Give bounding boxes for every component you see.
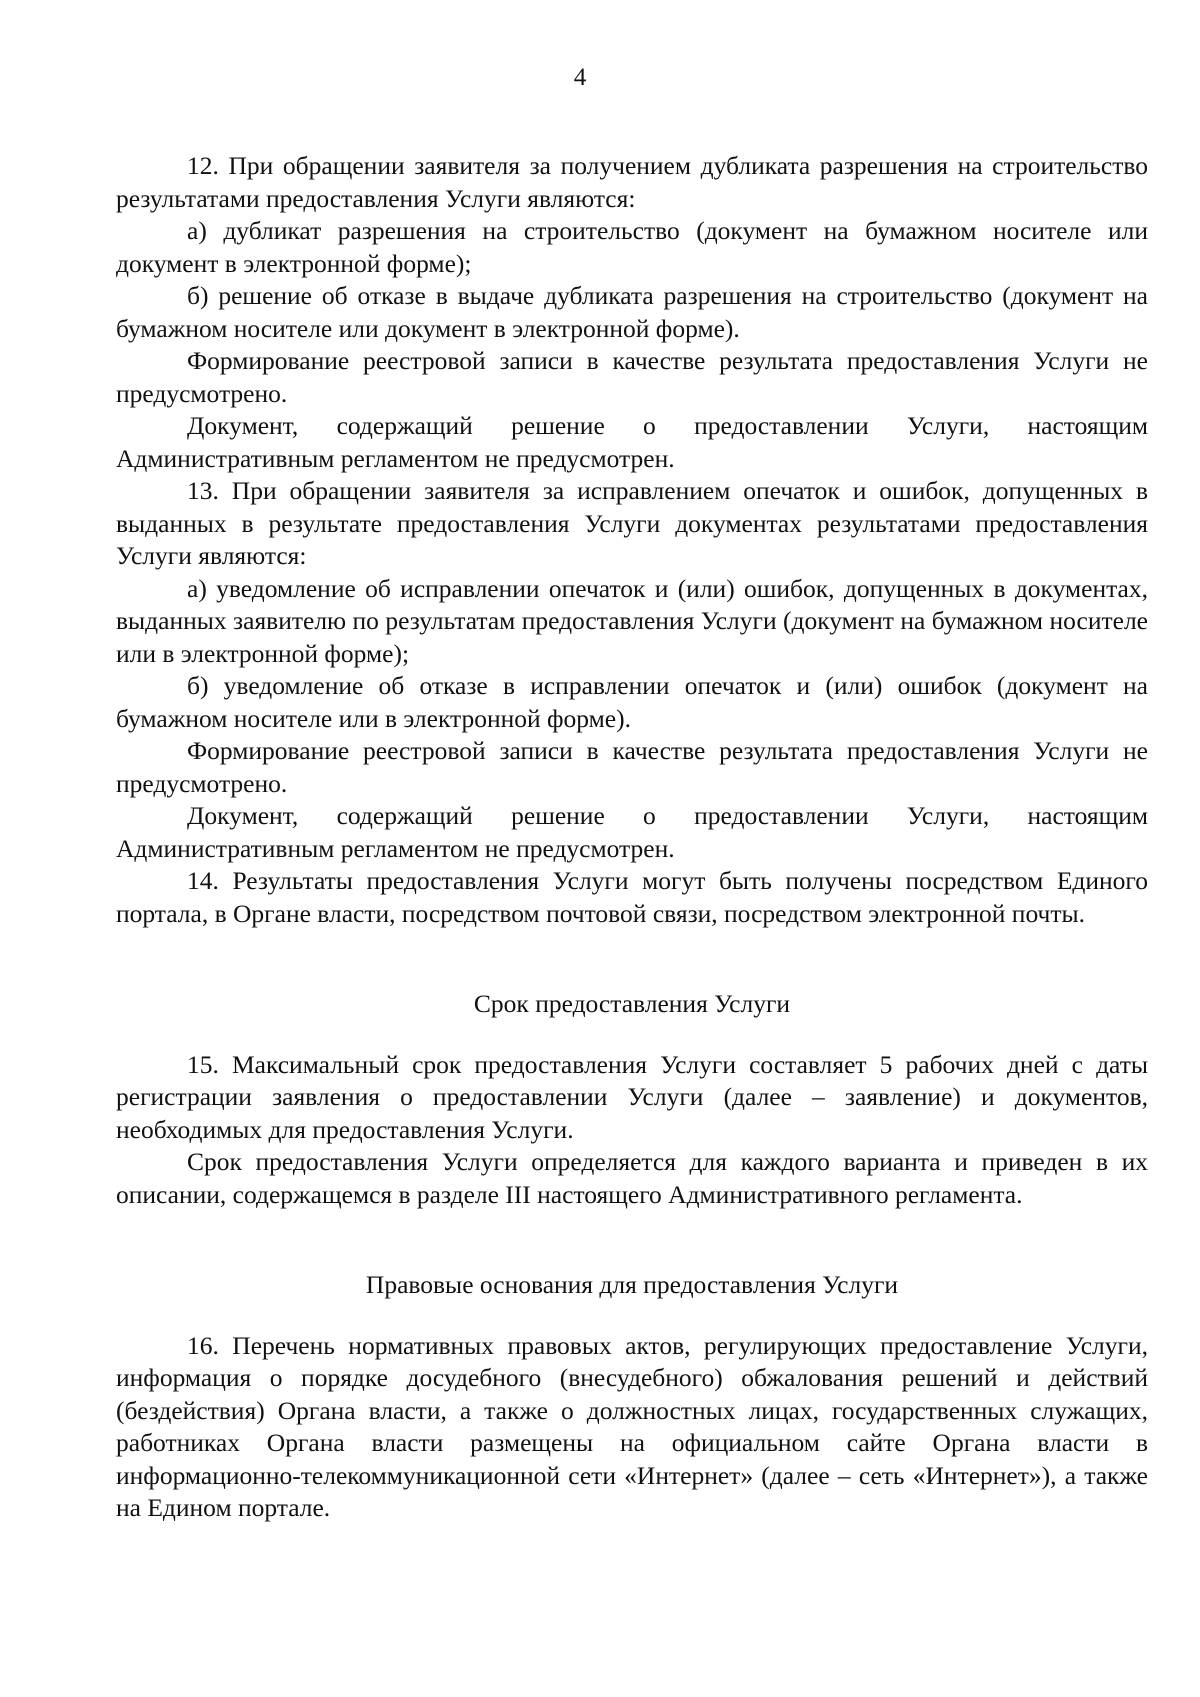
document-body [116,150,1148,1525]
paragraph-13-a: а) уведомление об исправлении опечаток и (или) ошибок, допущенных в документах, выданных заявителю по результатам предоставления Услуги (документ на бумажном носителе или в электронной форме); [116,573,1148,668]
paragraph-12-a: а) дубликат разрешения на строительство (документ на бумажном носителе или документ в электронной форме); [116,216,1148,278]
paragraph-13-b: б) уведомление об отказе в исправлении опечаток и (или) ошибок (документ на бумажном носителе или в электронной форме). [116,671,1148,733]
paragraph-13-registry: Формирование реестровой записи в качестве результата предоставления Услуги не предусмотрено. [116,736,1148,798]
paragraph-12: 12. При обращении заявителя за получением дубликата разрешения на строительство результатами предоставления Услуги являются: [116,151,1148,213]
paragraph-15-term: Срок предоставления Услуги определяется для каждого варианта и приведен в их описании, содержащемся в разделе III настоящего Административного регламента. [116,1147,1148,1209]
paragraph-13: 13. При обращении заявителя за исправлением опечаток и ошибок, допущенных в выданных в результате предоставления Услуги документах результатами предоставления Услуги являются: [116,476,1148,570]
paragraph-13-document: Документ, содержащий решение о предоставлении Услуги, настоящим Административным регламентом не предусмотрен. [116,801,1148,863]
page-number: 4 [573,64,587,91]
paragraph-12-registry: Формирование реестровой записи в качестве результата предоставления Услуги не предусмотрено. [116,346,1148,408]
paragraph-14: 14. Результаты предоставления Услуги могут быть получены посредством Единого портала, в Органе власти, посредством почтовой связи, посредством электронной почты. [116,866,1148,928]
section-title-legal-basis: Правовые основания для предоставления Услуги [365,1270,899,1299]
section-title-term: Срок предоставления Услуги [473,989,791,1018]
paragraph-16: 16. Перечень нормативных правовых актов, регулирующих предоставление Услуги, информация о порядке досудебного (внесудебного) обжалования решений и действий (бездействия) Органа власти, а также о должностных лицах, государственных служащих, работниках Органа власти размещены на официальном сайте Органа власти в информационно-телекоммуникационной сети «Интернет» (далее – сеть «Интернет»), а также на Едином портале. [116,1330,1148,1522]
paragraph-15: 15. Максимальный срок предоставления Услуги составляет 5 рабочих дней с даты регистрации заявления о предоставлении Услуги (далее – заявление) и документов, необходимых для предоставления Услуги. [116,1049,1148,1144]
paragraph-12-b: б) решение об отказе в выдаче дубликата разрешения на строительство (документ на бумажном носителе или документ в электронной форме). [116,281,1148,343]
paragraph-12-document: Документ, содержащий решение о предоставлении Услуги, настоящим Административным регламентом не предусмотрен. [116,411,1148,473]
